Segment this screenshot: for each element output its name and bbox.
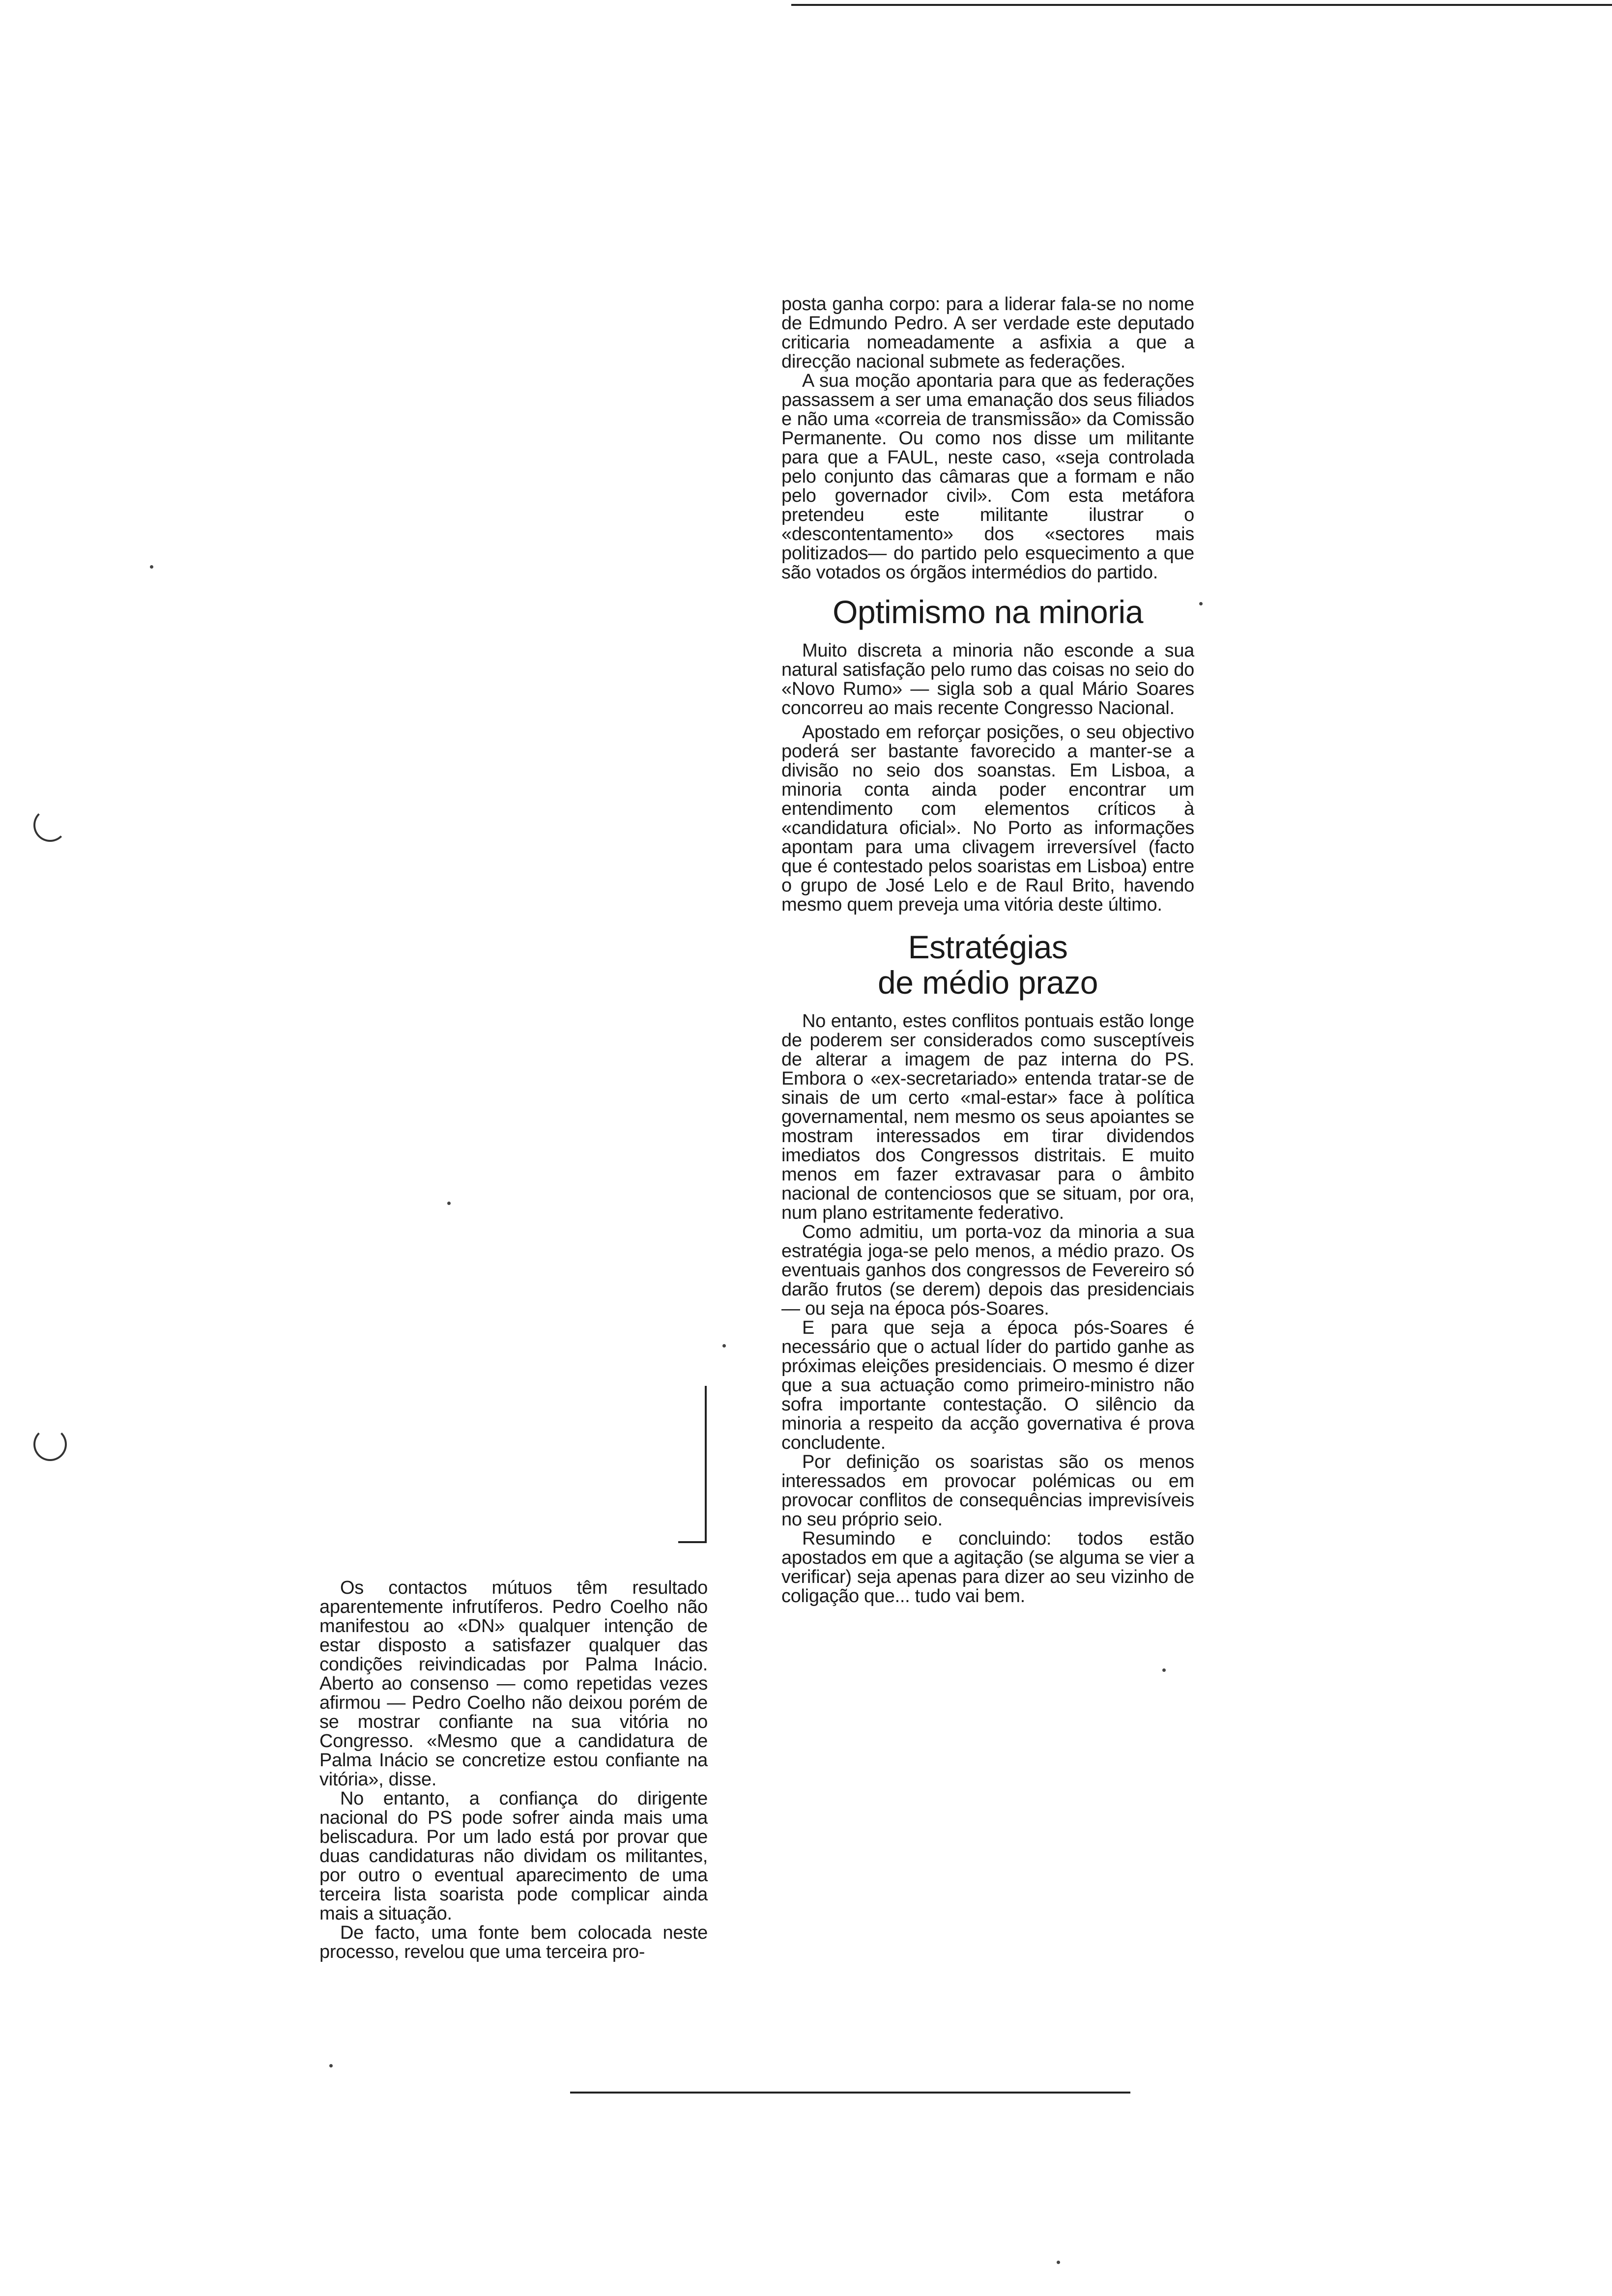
scan-speck xyxy=(1162,1668,1166,1672)
bottom-rule xyxy=(570,2092,1130,2094)
paragraph: De facto, uma fonte bem colocada neste processo, revelou que uma terceira pro- xyxy=(319,1923,708,1962)
top-rule xyxy=(791,4,1612,6)
section-heading-line: de médio prazo xyxy=(878,964,1098,1001)
paragraph: Como admitiu, um porta-voz da minoria a sua estratégia joga-se pelo menos, a médio prazo. Os eventuais ganhos dos congressos de Fevereiro só darão frutos (se derem) depois das presidenciais — ou seja na época pós-Soares. xyxy=(781,1222,1194,1319)
section-heading-optimismo: Optimismo na minoria xyxy=(833,594,1143,630)
scan-speck xyxy=(329,2064,333,2067)
section-heading-line: Estratégias xyxy=(908,929,1068,965)
paragraph: posta ganha corpo: para a liderar fala-se no nome de Edmundo Pedro. A ser verdade este deputado criticaria nomeadamente a asfixia a que a direcção nacional submete as federações. xyxy=(781,294,1194,372)
paragraph: Apostado em reforçar posições, o seu objectivo poderá ser bastante favorecido a manter-se a divisão no seio dos soanstas. Em Lisboa, a minoria conta ainda poder encontrar um entendimento com elementos críticos à «candidatura oficial». No Porto as informações apontam para uma clivagem irreversível (facto que é contestado pelos soaristas em Lisboa) entre o grupo de José Lelo e de Raul Brito, havendo mesmo quem preveja uma vitória deste último. xyxy=(781,722,1194,915)
paragraph: No entanto, a confiança do dirigente nacional do PS pode sofrer ainda mais uma beliscadura. Por um lado está por provar que duas candidaturas não dividam os militantes, por outro o eventual aparecimento de uma terceira lista soarista pode complicar ainda mais a situação. xyxy=(319,1788,708,1924)
scan-speck xyxy=(722,1344,726,1348)
paragraph: Os contactos mútuos têm resultado aparentemente infrutíferos. Pedro Coelho não manifestou ao «DN» qualquer intenção de estar disposto a satisfazer qualquer das condições reivindicadas por Palma Inácio. Aberto ao consenso — como repetidas vezes afirmou — Pedro Coelho não deixou porém de se mostrar confiante na sua vitória no Congresso. «Mesmo que a candidatura de Palma Inácio se concretize estou confiante na vitória», disse. xyxy=(319,1578,708,1790)
scan-speck xyxy=(1199,602,1203,605)
paragraph: Muito discreta a minoria não esconde a sua natural satisfação pelo rumo das coisas no seio do «Novo Rumo» — sigla sob a qual Mário Soares concorreu ao mais recente Congresso Nacional. xyxy=(781,640,1194,718)
scan-speck xyxy=(150,565,153,569)
punch-hole-upper xyxy=(33,808,67,842)
scan-speck xyxy=(447,1202,451,1205)
column-divider-foot xyxy=(678,1541,707,1543)
scan-speck xyxy=(1057,2261,1060,2264)
paragraph: Por definição os soaristas são os menos interessados em provocar polémicas ou em provocar conflitos de consequências imprevisíveis no seu próprio seio. xyxy=(781,1452,1194,1530)
section-heading-estrategias xyxy=(781,929,1194,1000)
paragraph: Resumindo e concluindo: todos estão apostados em que a agitação (se alguma se vier a verificar) seja apenas para dizer ao seu vizinho de coligação que... tudo vai bem. xyxy=(781,1528,1194,1607)
paragraph: A sua moção apontaria para que as federações passassem a ser uma emanação dos seus filiados e não uma «correia de transmissão» da Comissão Permanente. Ou como nos disse um militante para que a FAUL, neste caso, «seja controlada pelo conjunto das câmaras que a formam e não pelo governador civil». Com esta metáfora pretendeu este militante ilustrar o «descontentamento» dos «sectores mais politizados— do partido pelo esquecimento a que são votados os órgãos intermédios do partido. xyxy=(781,371,1194,583)
article-right-column xyxy=(781,295,1194,1606)
paragraph: E para que seja a época pós-Soares é necessário que o actual líder do partido ganhe as próximas eleições presidenciais. O mesmo é dizer que a sua actuação como primeiro-ministro não sofra importante contestação. O silêncio da minoria a respeito da acção governativa é prova concludente. xyxy=(781,1318,1194,1453)
column-divider-vertical xyxy=(705,1386,707,1543)
article-left-column xyxy=(319,1578,708,1962)
punch-hole-lower xyxy=(33,1428,67,1461)
paragraph: No entanto, estes conflitos pontuais estão longe de poderem ser considerados como susceptíveis de alterar a imagem de paz interna do PS. Embora o «ex-secretariado» entenda tratar-se de sinais de um certo «mal-estar» face à política governamental, nem mesmo os seus apoiantes se mostram interessados em tirar dividendos imediatos dos Congressos distritais. E muito menos em fazer extravasar para o âmbito nacional de contenciosos que se situam, por ora, num plano estritamente federativo. xyxy=(781,1011,1194,1223)
